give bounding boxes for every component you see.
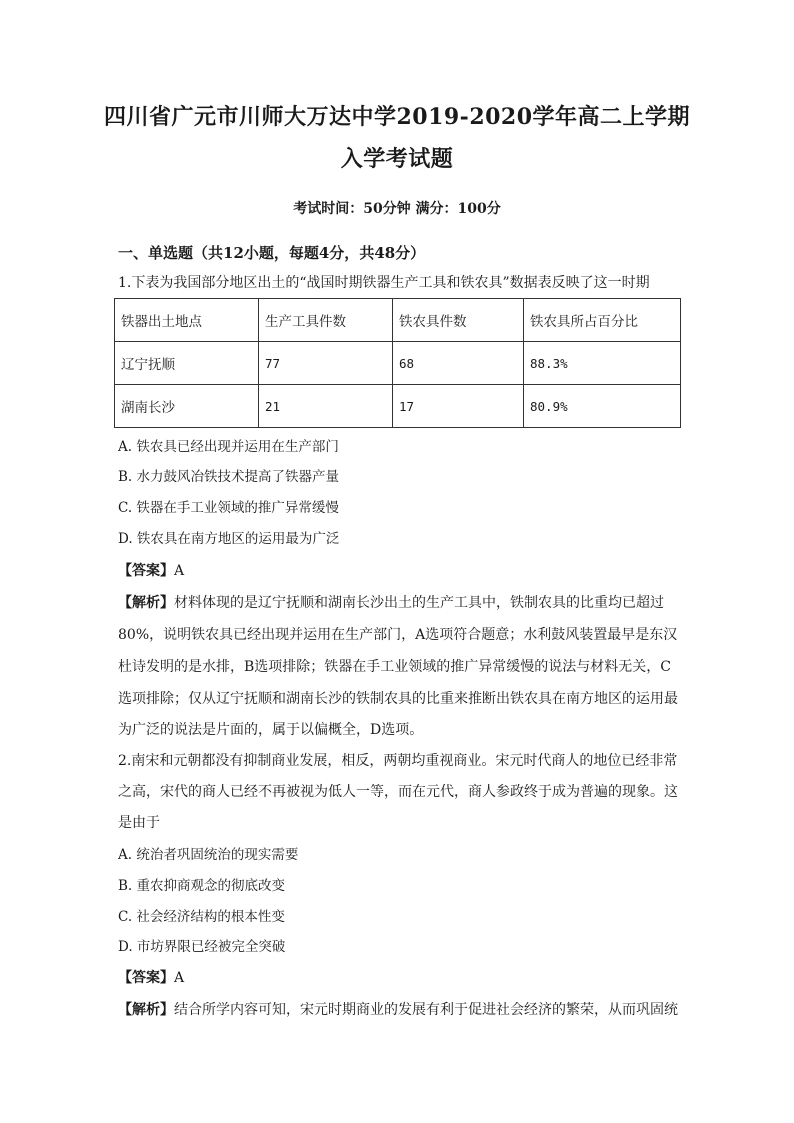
q2-stem-line: 是由于	[118, 815, 160, 831]
analysis-text: 结合所学内容可知，宋元时期商业的发展有利于促进社会经济的繁荣，从而巩固统	[174, 1002, 678, 1018]
q2-stem-line: 2.南宋和元朝都没有抑制商业发展，相反，两朝均重视商业。宋元时代商人的地位已经非常	[118, 753, 678, 769]
table-cell: 80.9%	[524, 385, 681, 428]
q2-analysis	[118, 1000, 678, 1020]
table-cell: 77	[259, 342, 393, 385]
q1-answer	[118, 561, 678, 581]
table-cell: 辽宁抚顺	[115, 342, 259, 385]
section-heading: 一、单选题（共12小题，每题4分，共48分）	[118, 244, 426, 262]
answer-label: 【答案】	[118, 563, 174, 579]
table-cell: 88.3%	[524, 342, 681, 385]
page-title: 四川省广元市川师大万达中学2019-2020学年高二上学期	[103, 104, 691, 130]
analysis-line: 杜诗发明的是水排，B选项排除；铁器在手工业领域的推广异常缓慢的说法与材料无关，C	[118, 659, 671, 675]
q1-option-b: B. 水力鼓风冶铁技术提高了铁器产量	[118, 469, 340, 485]
q1-option-c: C. 铁器在手工业领域的推广异常缓慢	[118, 500, 339, 516]
q1-data-table	[114, 298, 681, 428]
analysis-line: 80%，说明铁农具已经出现并运用在生产部门，A选项符合题意；水利鼓风装置最早是东汉	[118, 627, 678, 643]
table-cell: 68	[393, 342, 524, 385]
q1-option-a: A. 铁农具已经出现并运用在生产部门	[118, 439, 339, 455]
table-row	[115, 342, 681, 385]
table-row	[115, 385, 681, 428]
analysis-line: 选项排除；仅从辽宁抚顺和湖南长沙的铁制农具的比重来推断出铁农具在南方地区的运用最	[118, 691, 678, 707]
table-cell: 湖南长沙	[115, 385, 259, 428]
table-header-row	[115, 299, 681, 342]
q2-stem-line: 之高，宋代的商人已经不再被视为低人一等，而在元代，商人参政终于成为普遍的现象。这	[118, 784, 678, 800]
analysis-label: 【解析】	[118, 1002, 174, 1018]
table-header-cell: 铁农具所占百分比	[524, 299, 681, 342]
answer-label: 【答案】	[118, 970, 174, 986]
table-header-cell: 生产工具件数	[259, 299, 393, 342]
q2-option-a: A. 统治者巩固统治的现实需要	[118, 847, 299, 863]
analysis-label: 【解析】	[118, 595, 174, 611]
table-header-cell: 铁器出土地点	[115, 299, 259, 342]
q1-option-d: D. 铁农具在南方地区的运用最为广泛	[118, 531, 340, 547]
table-header-cell: 铁农具件数	[393, 299, 524, 342]
analysis-text: 材料体现的是辽宁抚顺和湖南长沙出土的生产工具中，铁制农具的比重均已超过	[174, 595, 664, 611]
table-cell: 21	[259, 385, 393, 428]
page-subtitle: 入学考试题	[340, 146, 454, 172]
q2-option-c: C. 社会经济结构的根本性变	[118, 909, 285, 925]
q1-stem: 1.下表为我国部分地区出土的“战国时期铁器生产工具和铁农具”数据表反映了这一时期	[118, 275, 650, 291]
exam-meta: 考试时间：50分钟 满分：100分	[293, 201, 501, 217]
q2-option-d: D. 市坊界限已经被完全突破	[118, 939, 286, 955]
table-cell: 17	[393, 385, 524, 428]
q2-answer	[118, 968, 678, 988]
q1-analysis	[118, 593, 678, 613]
answer-value: A	[174, 970, 185, 986]
analysis-line: 为广泛的说法是片面的，属于以偏概全，D选项。	[118, 722, 424, 738]
answer-value: A	[174, 563, 185, 579]
q2-option-b: B. 重农抑商观念的彻底改变	[118, 878, 286, 894]
